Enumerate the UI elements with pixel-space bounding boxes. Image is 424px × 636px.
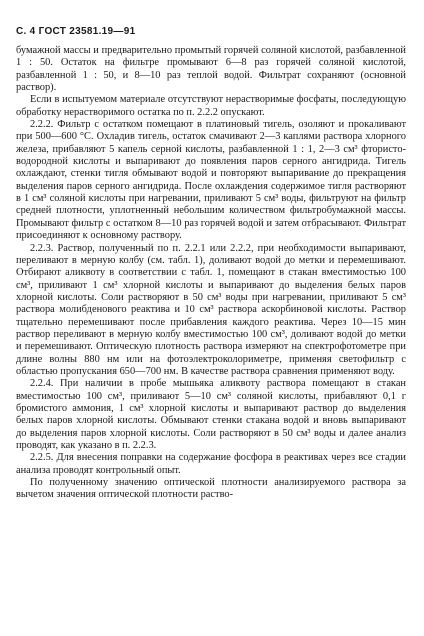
- page-header: С. 4 ГОСТ 23581.19—91: [16, 26, 136, 37]
- document-body: [16, 45, 406, 502]
- paragraph-2-2-5: 2.2.5. Для внесения поправки на содержание фосфора в реактивах через все стадии анализа проводят контрольный опыт.: [16, 452, 406, 476]
- paragraph-2-2-3: 2.2.3. Раствор, полученный по п. 2.2.1 или 2.2.2, при необходимости выпаривают, переливают в мерную колбу (см. табл. 1), доливают водой до метки и перемешивают. Отбирают аликвоту в соответствии с табл. 1, помещают в стакан вместимостью 100 см³, приливают 1 см³ хлорной кислоты и выпаривают до выделения белых паров хлорной кислоты. Соли растворяют в 50 см³ воды при нагревании, приливают 5 см³ раствора молибденового реактива и 10 см³ раствора аскорбиновой кислоты. Раствор тщательно перемешивают после прибавления каждого реактива. Через 10—15 мин раствор переливают в мерную колбу вместимостью 100 см³, доливают водой до метки и перемешивают. Оптическую плотность раствора измеряют на спектрофотометре при длине волны 880 нм или на фотоэлектроколориметре, применяя светофильтр с областью пропускания 650—700 нм. В качестве раствора сравнения применяют воду.: [16, 242, 406, 377]
- paragraph-2-2-2: 2.2.2. Фильтр с остатком помещают в платиновый тигель, озоляют и прокаливают при 500—600 °С. Охладив тигель, остаток смачивают 2—3 каплями раствора хлорного железа, прибавляют 5 капель серной кислоты, разбавленной 1 : 1, 2—3 см³ фтористоводородной кислоты и выпаривают до появления паров серного ангидрида. Тигель охлаждают, стенки тигля обмывают водой и повторяют выпаривание до прекращения выделения паров серного ангидрида. После охлаждения содержимое тигля растворяют в 1 см³ соляной кислоты при нагревании, приливают 5 см³ воды, фильтруют на фильтр средней плотности, уплотненный небольшим количеством фильтробумажной массы. Промывают фильтр с остатком 8—10 раз горячей водой и затем отбрасывают. Фильтрат присоединяют к основному раствору.: [16, 119, 406, 242]
- paragraph: Если в испытуемом материале отсутствуют нерастворимые фосфаты, последующую обработку нерастворимого остатка по п. 2.2.2 опускают.: [16, 94, 406, 118]
- paragraph-final: По полученному значению оптической плотности анализируемого раствора за вычетом значения оптической плотности раство-: [16, 477, 406, 501]
- paragraph-continuation: бумажной массы и предварительно промытый горячей соляной кислотой, разбавленной 1 : 50. Остаток на фильтре промывают 6—8 раз горячей соляной кислотой, разбавленной 1 : 50, и 8—10 раз теплой водой. Фильтрат сохраняют (основной раствор).: [16, 45, 406, 94]
- paragraph-2-2-4: 2.2.4. При наличии в пробе мышьяка аликвоту раствора помещают в стакан вместимостью 100 см³, приливают 5—10 см³ соляной кислоты, прибавляют 0,1 г бромистого аммония, 1 см³ хлорной кислоты и выпаривают раствор до выделения белых паров хлорной кислоты. Обмывают стенки стакана водой и вновь выпаривают до выделения паров хлорной кислоты. Соли растворяют в 50 см³ воды и далее анализ проводят, как указано в п. 2.2.3.: [16, 378, 406, 451]
